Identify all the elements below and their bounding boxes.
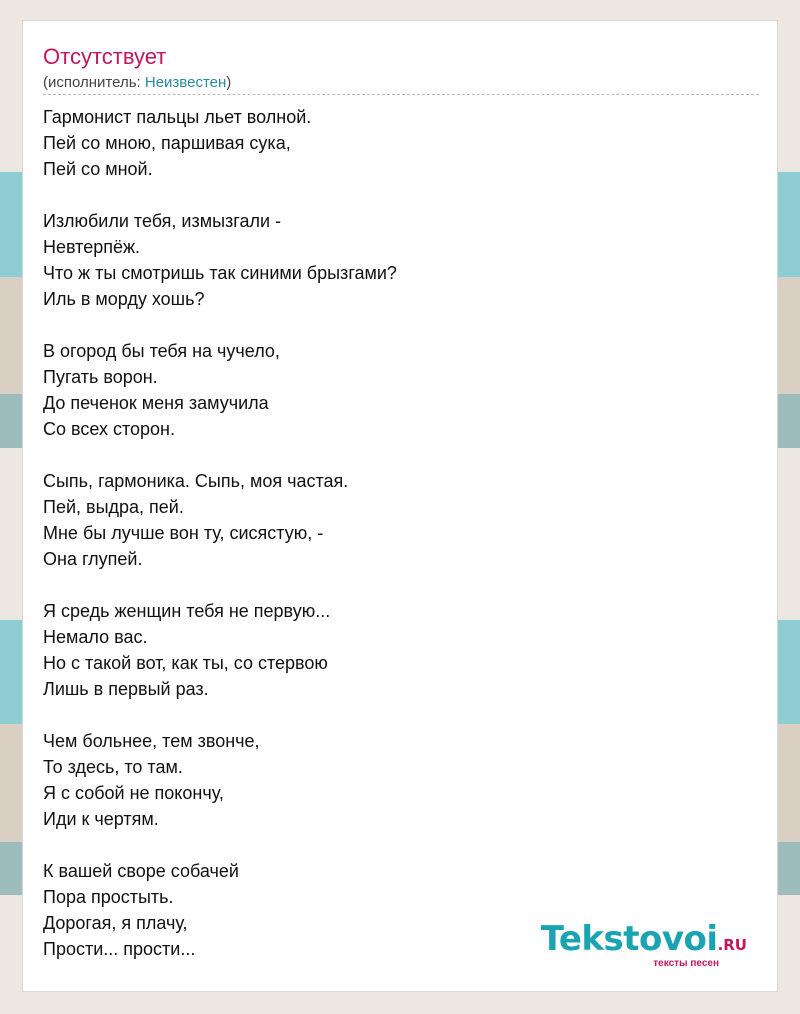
lyric-line: До печенок меня замучила <box>43 393 269 413</box>
lyric-line: Излюбили тебя, измызгали - <box>43 211 282 231</box>
stanza <box>43 208 397 312</box>
stanza-gap <box>43 832 397 858</box>
lyric-line: Мне бы лучше вон ту, сисястую, - <box>43 523 324 543</box>
lyric-line: Чем больнее, тем звонче, <box>43 731 260 751</box>
lyric-line: Гармонист пальцы льет волной. <box>43 107 312 127</box>
lyrics-body <box>43 104 397 962</box>
lyric-line: Что ж ты смотришь так синими брызгами? <box>43 263 397 283</box>
lyric-line: В огород бы тебя на чучело, <box>43 341 280 361</box>
lyric-line: Я средь женщин тебя не первую... <box>43 601 331 621</box>
artist-prefix: (исполнитель: <box>43 74 145 91</box>
stanza-gap <box>43 442 397 468</box>
site-logo[interactable] <box>541 921 747 969</box>
lyrics-card <box>22 20 778 992</box>
lyric-line: Иль в морду хошь? <box>43 289 205 309</box>
lyric-line: Пугать ворон. <box>43 367 158 387</box>
lyric-line: То здесь, то там. <box>43 757 183 777</box>
song-title: Отсутствует <box>43 44 167 69</box>
lyric-line: Пей со мною, паршивая сука, <box>43 133 291 153</box>
lyric-line: Лишь в первый раз. <box>43 679 209 699</box>
lyric-line: Пей, выдра, пей. <box>43 497 184 517</box>
lyric-line: Я с собой не покончу, <box>43 783 224 803</box>
stanza <box>43 728 397 832</box>
lyric-line: Немало вас. <box>43 627 148 647</box>
lyric-line: Дорогая, я плачу, <box>43 913 188 933</box>
stanza <box>43 468 397 572</box>
artist-suffix: ) <box>226 74 232 91</box>
artist-link[interactable]: Неизвестен <box>144 74 227 91</box>
stanza <box>43 104 397 182</box>
lyric-line: Она глупей. <box>43 549 143 569</box>
lyric-line: Невтерпёж. <box>43 237 141 257</box>
lyric-line: К вашей своре собачей <box>43 861 239 881</box>
stanza-gap <box>43 702 397 728</box>
stanza <box>43 858 397 962</box>
lyric-line: Иди к чертям. <box>43 809 159 829</box>
stanza <box>43 598 397 702</box>
logo-tld: .RU <box>717 936 747 954</box>
stanza-gap <box>43 572 397 598</box>
lyric-line: Со всех сторон. <box>43 419 176 439</box>
logo-tagline: тексты песен <box>653 958 719 969</box>
lyric-line: Пора простыть. <box>43 887 174 907</box>
logo-name: Tekstovoi <box>540 919 718 959</box>
stanza-gap <box>43 182 397 208</box>
lyric-line: Сыпь, гармоника. Сыпь, моя частая. <box>43 471 349 491</box>
stanza-gap <box>43 312 397 338</box>
lyric-line: Пей со мной. <box>43 159 153 179</box>
stanza <box>43 338 397 442</box>
lyric-line: Но с такой вот, как ты, со стервою <box>43 653 328 673</box>
artist-line <box>43 73 759 95</box>
lyric-line: Прости... прости... <box>43 939 196 959</box>
logo-wordmark <box>541 921 747 963</box>
